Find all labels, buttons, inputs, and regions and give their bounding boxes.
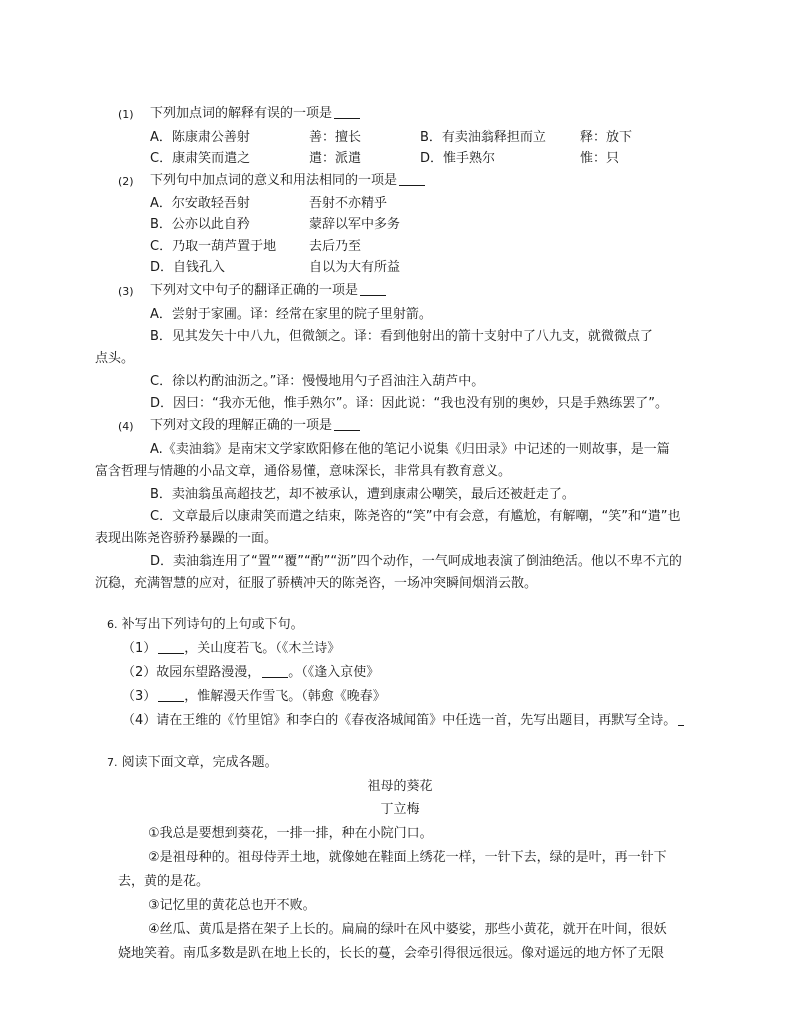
option-a-compare: 吾射不亦精乎 [309, 196, 388, 211]
option-a-note: 善：擅长 [309, 130, 362, 145]
option-b: B．见其发矢十中八九，但微颔之。译：看到他射出的箭十支射中了八九支，就微微点了 [150, 329, 653, 344]
item-number: （2） [122, 665, 157, 680]
item-number: （4） [122, 713, 157, 728]
poem-item [122, 664, 379, 682]
option-c-continued: 表现出陈尧咨骄矜暴躁的一面。 [95, 531, 278, 546]
poem-item [122, 712, 684, 730]
answer-blank[interactable] [360, 282, 386, 296]
option-b-note: 释：放下 [580, 130, 633, 145]
question-number: (4) [118, 420, 134, 433]
option-d-continued: 沉稳，充满智慧的应对，征服了骄横冲天的陈尧咨，一场冲突瞬间烟消云散。 [95, 576, 538, 591]
option-b-continued: 点头。 [95, 351, 135, 366]
option-d: D．自钱孔入 [150, 260, 226, 275]
option-d: D．惟手熟尔 [420, 151, 496, 166]
option-c-note: 遣：派遣 [309, 151, 362, 166]
question-6-stem [107, 616, 304, 634]
item-text: ，关山度若飞。（《木兰诗》 [184, 641, 341, 656]
option-b-compare: 蒙辞以军中多务 [309, 217, 401, 232]
option-a: A．陈康肃公善射 [150, 130, 250, 145]
option-d-note: 惟：只 [580, 151, 620, 166]
answer-blank[interactable] [158, 688, 184, 702]
question-stem-text: 下列句中加点词的意义和用法相同的一项是 [150, 173, 398, 188]
option-d-compare: 自以为大有所益 [309, 260, 401, 275]
question-7-stem [107, 754, 278, 772]
question-stem-text: 补写出下列诗句的上句或下句。 [121, 617, 304, 632]
question-stem [150, 417, 360, 435]
paragraph-3: ③记忆里的黄花总也开不败。 [148, 898, 316, 913]
question-number: (1) [118, 108, 134, 121]
question-stem [150, 282, 386, 300]
answer-blank[interactable] [262, 664, 288, 678]
answer-blank[interactable] [158, 640, 184, 654]
option-a-continued: 富含哲理与情趣的小品文章，通俗易懂，意味深长，非常具有教育意义。 [95, 464, 512, 479]
item-text: ，惟解漫天作雪飞。（韩愈《晚春》 [184, 689, 386, 704]
option-c: C．徐以杓酌油沥之。”译：慢慢地用勺子舀油注入葫芦中。 [150, 374, 485, 389]
question-number: 6. [107, 618, 118, 631]
paragraph-1: ①我总是要想到葵花，一排一排，种在小院门口。 [148, 826, 433, 841]
option-a: A.《卖油翁》是南宋文学家欧阳修在他的笔记小说集《归田录》中记述的一则故事，是一篇 [150, 442, 670, 457]
question-number: (3) [118, 285, 134, 298]
option-d: D．因曰：“我亦无他，惟手熟尔”。译：因此说：“我也没有别的奥妙，只是手熟练罢了”。 [150, 396, 668, 411]
item-number: （1） [122, 641, 157, 656]
option-c: C．文章最后以康肃笑而遣之结束，陈尧咨的“笑”中有会意，有尴尬，有解嘲，“笑”和“遣”也 [150, 509, 681, 524]
article-author: 丁立梅 [380, 802, 420, 817]
option-c: C．乃取一葫芦置于地 [150, 239, 277, 254]
question-number: 7. [107, 756, 118, 769]
question-stem-text: 下列对文段的理解正确的一项是 [150, 418, 333, 433]
option-b: B．有卖油翁释担而立 [420, 130, 546, 145]
question-stem [150, 172, 425, 190]
question-stem-text: 阅读下面文章，完成各题。 [121, 755, 278, 770]
poem-item [122, 688, 386, 706]
paragraph-2: ②是祖母种的。祖母侍弄土地，就像她在鞋面上绣花一样，一针下去，绿的是叶，再一针下 [148, 850, 667, 865]
question-stem-text: 下列加点词的解释有误的一项是 [150, 106, 333, 121]
question-stem-text: 下列对文中句子的翻译正确的一项是 [150, 283, 359, 298]
answer-blank[interactable] [334, 417, 360, 431]
poem-item [122, 640, 340, 658]
option-c: C．康肃笑而遣之 [150, 151, 251, 166]
item-text: 。（《逢入京使》 [288, 665, 380, 680]
option-a: A．尝射于家圃。译：经常在家里的院子里射箭。 [150, 307, 432, 322]
option-d: D．卖油翁连用了“置”“覆”“酌”“沥”四个动作，一气呵成地表演了倒油绝活。他以不卑不亢的 [150, 554, 682, 569]
item-text: 请在王维的《竹里馆》和李白的《春夜洛城闻笛》中任选一首，先写出题目，再默写全诗。 [156, 713, 677, 728]
paragraph-4: ④丝瓜、黄瓜是搭在架子上长的。扁扁的绿叶在风中婆娑，那些小黄花，就开在叶间，很妖 [148, 922, 667, 937]
question-number: (2) [118, 175, 134, 188]
article-title: 祖母的葵花 [367, 779, 433, 794]
option-c-compare: 去后乃至 [309, 239, 362, 254]
paragraph-2-continued: 去，黄的是花。 [118, 874, 210, 889]
answer-blank[interactable] [399, 172, 425, 186]
answer-blank[interactable] [334, 105, 360, 119]
option-b: B．卖油翁虽高超技艺，却不被承认，遭到康肃公嘲笑，最后还被赶走了。 [150, 487, 575, 502]
option-b: B．公亦以此自矜 [150, 217, 250, 232]
question-stem [150, 105, 360, 123]
item-text: 故园东望路漫漫， [156, 665, 261, 680]
option-a: A．尔安敢轻吾射 [150, 196, 250, 211]
answer-blank[interactable] [678, 712, 684, 726]
item-number: （3） [122, 689, 157, 704]
paragraph-4-continued: 娆地笑着。南瓜多数是趴在地上长的，长长的蔓，会牵引得很远很远。像对遥远的地方怀了无限 [118, 946, 665, 961]
